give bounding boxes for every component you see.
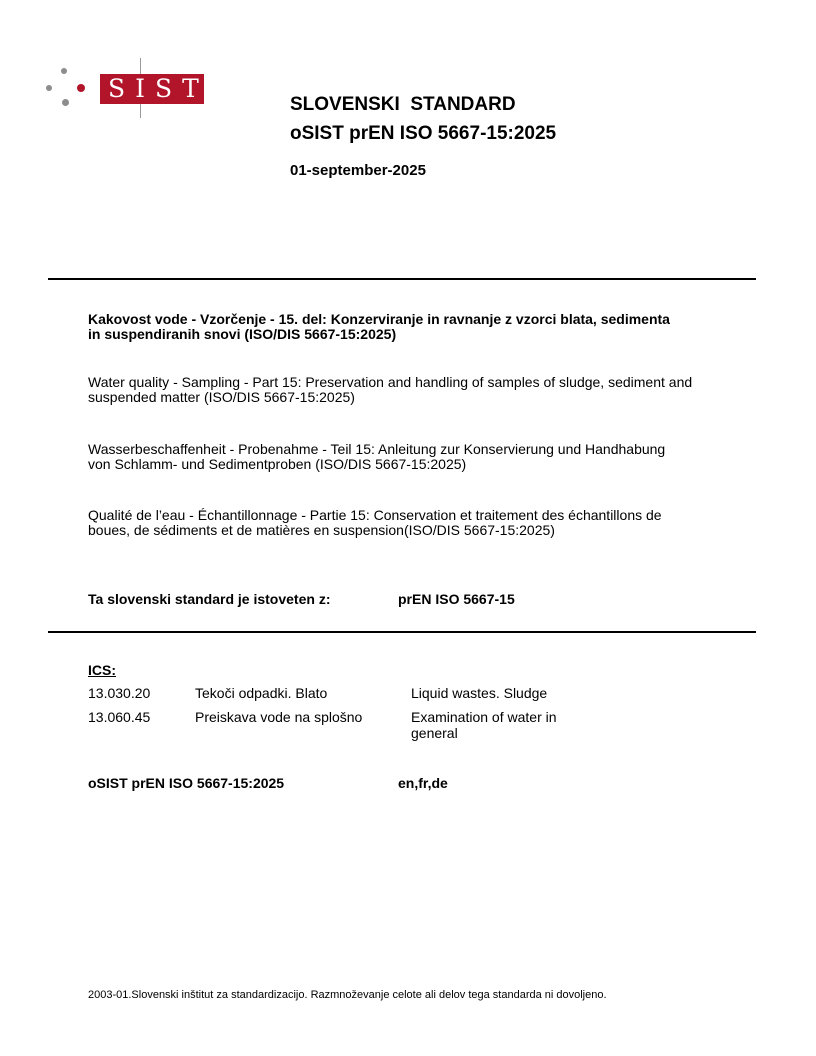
- publication-date: 01-september-2025: [290, 162, 426, 179]
- copyright-footer: 2003-01.Slovenski inštitut za standardizacijo. Razmnoževanje celote ali delov tega standarda ni dovoljeno.: [88, 989, 607, 1001]
- title-english: Water quality - Sampling - Part 15: Preservation and handling of samples of sludge, sediment and suspended matter (ISO/DIS 5667-15:2025): [88, 374, 693, 405]
- ics-description-en: Examination of water in general: [411, 709, 557, 741]
- logo-dot: [62, 99, 69, 106]
- logo-dot: [61, 68, 67, 74]
- ics-description-sl: Preiskava vode na splošno: [195, 709, 363, 725]
- title-slovenian: Kakovost vode - Vzorčenje - 15. del: Konzerviranje in ravnanje z vzorci blata, sedimenta in suspendiranih snovi (ISO/DIS 5667-15:2025): [88, 311, 670, 342]
- title-german: Wasserbeschaffenheit - Probenahme - Teil 15: Anleitung zur Konservierung und Handhabung von Schlamm- und Sedimentproben (ISO/DIS 5667-15:2025): [88, 441, 666, 472]
- ics-label: ICS:: [88, 662, 116, 678]
- identical-value: prEN ISO 5667-15: [398, 591, 515, 607]
- identical-label: Ta slovenski standard je istoveten z:: [88, 591, 331, 607]
- ics-code: 13.030.20: [88, 685, 151, 701]
- ics-description-en: Liquid wastes. Sludge: [411, 685, 548, 701]
- title-french: Qualité de l’eau - Échantillonnage - Partie 15: Conservation et traitement des échantillons de boues, de sédiments et de matières en suspension(ISO/DIS 5667-15:2025): [88, 507, 662, 538]
- logo-dot-red: [77, 84, 85, 92]
- logo-dot: [46, 85, 52, 91]
- bottom-standard-code: oSIST prEN ISO 5667-15:2025: [88, 775, 285, 791]
- middle-divider: [48, 631, 756, 633]
- standard-code: oSIST prEN ISO 5667-15:2025: [290, 123, 557, 144]
- ics-description-sl: Tekoči odpadki. Blato: [195, 685, 328, 701]
- languages: en,fr,de: [398, 775, 448, 791]
- ics-code: 13.060.45: [88, 709, 151, 725]
- sist-logo: SIST: [100, 74, 204, 104]
- logo-dots: [46, 66, 86, 110]
- document-type-title: SLOVENSKI STANDARD: [290, 94, 516, 115]
- top-divider: [48, 278, 756, 280]
